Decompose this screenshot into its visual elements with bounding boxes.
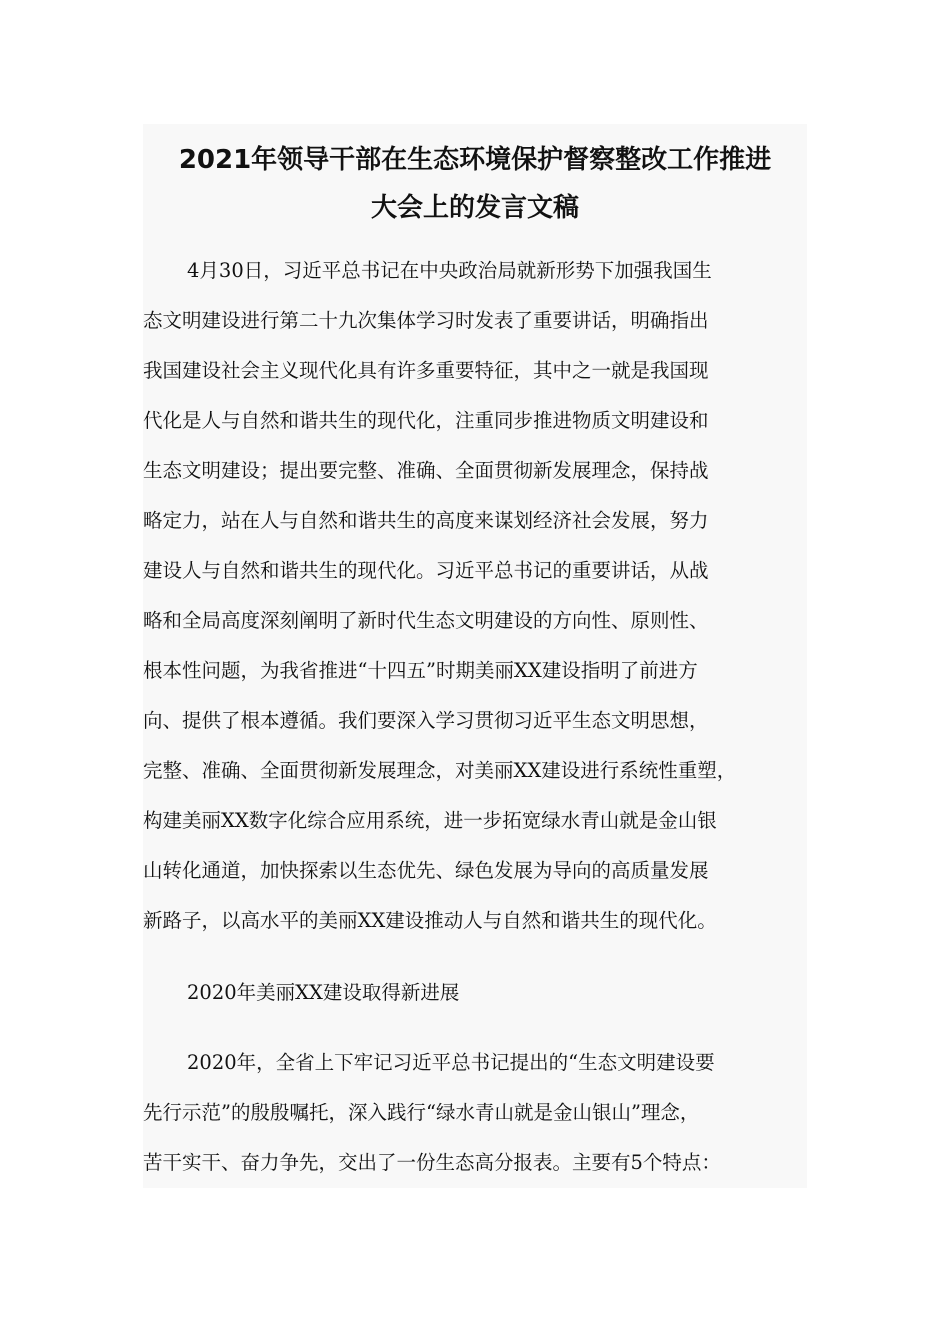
paragraph-line: 向、提供了根本遵循。我们要深入学习贯彻习近平生态文明思想， [143,709,709,732]
paragraph-line: 建设人与自然和谐共生的现代化。习近平总书记的重要讲话，从战 [143,559,709,582]
paragraph-line: 2020年，全省上下牢记习近平总书记提出的“生态文明建设要 [187,1051,715,1074]
paragraph-line: 完整、准确、全面贯彻新发展理念，对美丽XX建设进行系统性重塑， [143,759,737,782]
paragraph-line: 新路子，以高水平的美丽XX建设推动人与自然和谐共生的现代化。 [143,909,717,932]
paragraph-line: 苦干实干、奋力争先，交出了一份生态高分报表。主要有5个特点： [143,1151,721,1174]
paragraph-line: 略和全局高度深刻阐明了新时代生态文明建设的方向性、原则性、 [143,609,709,632]
paragraph-line: 略定力，站在人与自然和谐共生的高度来谋划经济社会发展，努力 [143,509,709,532]
paragraph-line: 根本性问题，为我省推进“十四五”时期美丽XX建设指明了前进方 [143,659,698,682]
paragraph-line: 生态文明建设；提出要完整、准确、全面贯彻新发展理念，保持战 [143,459,709,482]
document-title-line-2: 大会上的发言文稿 [370,193,579,223]
paragraph-line: 4月30日，习近平总书记在中央政治局就新形势下加强我国生 [187,259,712,282]
paragraph-line: 山转化通道，加快探索以生态优先、绿色发展为导向的高质量发展 [143,859,709,882]
paragraph-line: 态文明建设进行第二十九次集体学习时发表了重要讲话，明确指出 [143,309,709,332]
paragraph-line: 先行示范”的殷殷嘱托，深入践行“绿水青山就是金山银山”理念， [143,1101,700,1124]
section-heading-text: 2020年美丽XX建设取得新进展 [187,981,460,1004]
document-title-line-1: 2021年领导干部在生态环境保护督察整改工作推进 [178,145,772,175]
document-page [143,124,807,1188]
paragraph-line: 构建美丽XX数字化综合应用系统，进一步拓宽绿水青山就是金山银 [143,809,717,832]
paragraph-line: 代化是人与自然和谐共生的现代化，注重同步推进物质文明建设和 [143,409,709,432]
paragraph-line: 我国建设社会主义现代化具有许多重要特征，其中之一就是我国现 [143,359,709,382]
